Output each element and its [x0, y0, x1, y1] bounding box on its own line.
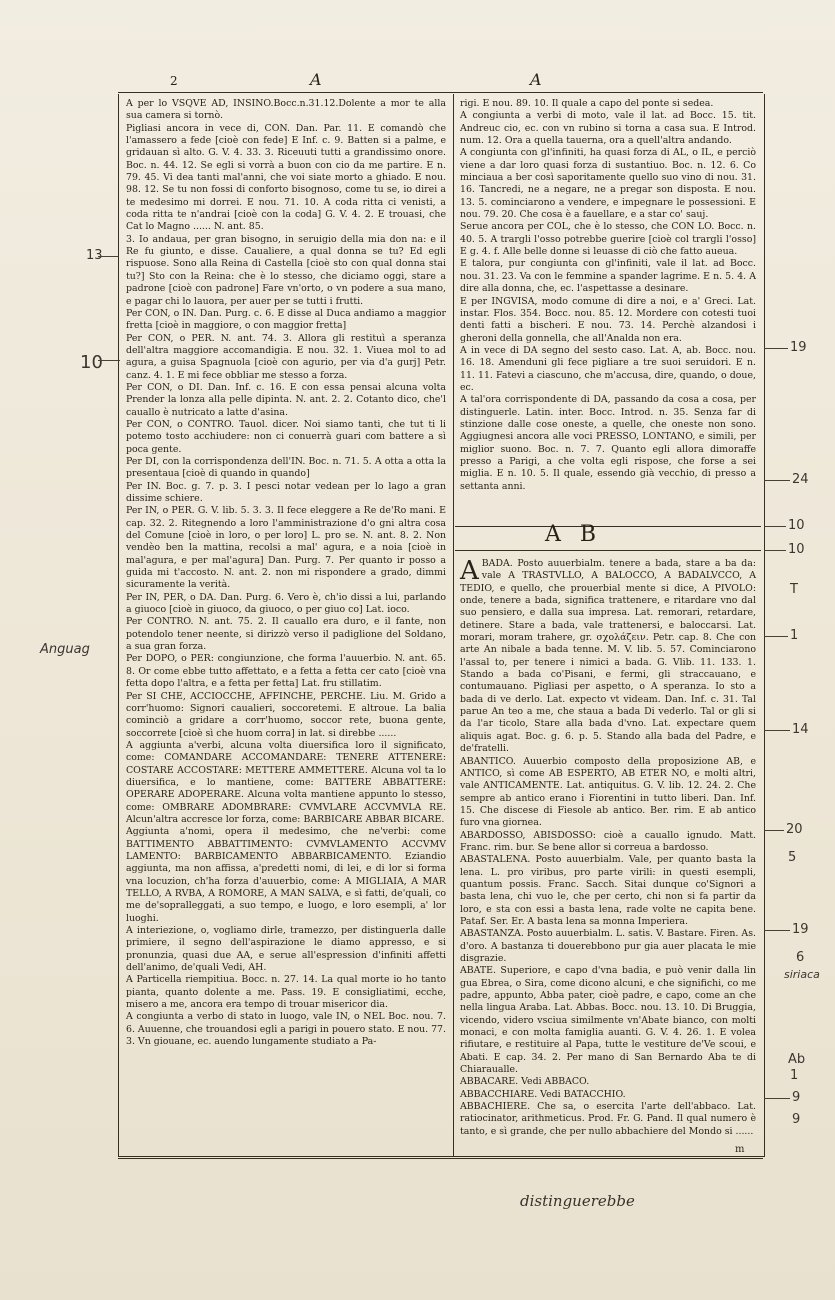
entry-paragraph: Per IN. Boc. g. 7. p. 3. I pesci notar vedean per lo lago a gran dissime schiere.: [126, 480, 446, 504]
entry-paragraph: Per IN, o PER. G. V. lib. 5. 3. 3. Il fece eleggere a Re de'Ro mani. E cap. 32. 2. Ritegnendo a loro l'amministrazione d'o gni altra cosa del Comune [cioè in loro, o per loro] L. pro se. N. ant. 8. 2. Non vendèo ben la mattina, recolsi a mal' agura, e a noia [cioè in mal'agura, e per mal'agura] Dan. Purg. 7. Per quanto ir posso a guida mi t'accosto. N. ant. 2. non mi rispondere a grado, dimmi sicuramente la verità.: [126, 505, 446, 591]
entry-paragraph: ABBACCHIARE. Vedi BATACCHIO.: [460, 1088, 626, 1100]
right-column-bottom: [460, 558, 756, 1138]
entry-paragraph: A per lo VSQVE AD, INSINO.Bocc.n.31.12.Dolente a mor te alla sua camera si tornò.: [126, 98, 446, 122]
entry-paragraph: Per CON, o CONTRO. Tauol. dicer. Noi siamo tanti, che tut ti li potemo tosto acchiudere: non ci conuerrà guari com battere a sì poca gente.: [126, 418, 446, 455]
entry-paragraph: ABATE. Superiore, e capo d'vna badia, e può venir dalla lin gua Ebrea, o Sira, come dicono alcuni, e che significhi, co me padre, appunto, Abba pater, cioè padre, e capo, come an che nella lingua Araba. Lat. Abbas. Bocc. nou. 13. 10. Di Bruggia, vicendo, videro vsciua similmente vn'Abate bianco, con molti monaci, e con molta famiglia auanti. G. V. 4. 26. 1. E volea rifiutare, e restituire al Papa, tutte le vestiture de'Ve scoui, e Abati. E cap. 34. 2. Per mano di San Bernardo Aba te di Chiaraualle.: [460, 965, 756, 1076]
margin-note-right-13: Ab: [788, 1052, 806, 1067]
margin-note-right-6: 1: [790, 628, 799, 643]
margin-note-right-1: 19: [790, 340, 807, 355]
entry-paragraph: ABBACHIERE. Che sa, o esercita l'arte dell'abbaco. Lat. ratiocinator, arithmeticus. Prod. Fr. G. Pand. Il qual numero è tanto, e sì grande, che per nullo abbachiere del Mondo si ......: [460, 1101, 756, 1137]
entry-paragraph: A tal'ora corrispondente di DA, passando da cosa a cosa, per distinguerle. Latin. inter. Bocc. Introd. n. 35. Senza far di stinzione dalle cose oneste, a quelle, che oneste non sono. Aggiugnesi ancora alle voci PRESSO, LONTANO, e simili, per miglior suono. Boc. n. 7. 7. Quanto egli allora dimoraffe presso a Parigi, a che volta egli rispose, che forse a sei miglia. E n. 10. 5. Il quale, essendo già vecchio, di presso a settanta anni.: [460, 394, 756, 492]
margin-tick: [764, 480, 790, 481]
entry-paragraph: Per DOPO, o PER: congiunzione, che forma l'auuerbio. N. ant. 65. 8. Or come ebbe tutto affettato, e a fetta a fetta cer cato [cioè vna fetta dopo l'altra, e a fetta per fetta] Lat. fru stillatim.: [126, 653, 446, 690]
margin-note-left-1: 13: [86, 248, 103, 263]
entry-paragraph: Pigliasi ancora in vece di, CON. Dan. Par. 11. E comandò che l'amassero a fede [cioè con fede] E Inf. c. 9. Batten si a palme, e gridauan sì alto. G. V. 4. 33. 3. Riceuuti tutti a grandissimo onore. Boc. n. 44. 12. Se egli si vorrà a buon con cio da me partire. E n. 79. 45. Vi dea tanti mal'anni, che voi siate morto a ghiado. E nou. 98. 12. Se tu non fossi di conforto bisognoso, come tu se, io direi a te medesimo mi dorrei. E nou. 71. 10. A coda ritta ci venisti, a coda ritta te n'andrai [cioè con la coda] G. V. 4. 2. E trouasi, che Cat lo Magno ...... N. ant. 85.: [126, 122, 446, 233]
margin-tick: [764, 830, 784, 831]
margin-tick: [764, 348, 788, 349]
entry-paragraph: Per CON, o PER. N. ant. 74. 3. Allora gli restituì a speranza dell'altra maggiore accomandigia. E nou. 32. 1. Viuea mol to ad agura, a guisa Spagnuola [cioè con agurio, per via d'a gurj] Petr. canz. 4. 1. E mi fece obbliar me stesso a forza.: [126, 332, 446, 381]
margin-note-right-12: siriaca: [784, 968, 820, 981]
margin-note-right-8: 20: [786, 822, 803, 837]
margin-tick: [764, 930, 790, 931]
handwritten-signature: distinguerebbe: [520, 1192, 635, 1210]
margin-note-right-3: 10: [788, 518, 805, 533]
entry-paragraph: 3. Io andaua, per gran bisogno, in seruigio della mia don na: e il Re fu giunto, e disse. Caualiere, a qual donna se tu? Ed egli rispuose. Sono alla Reina di Castella [cioè sto con qual donna stai tu?] Sto con la Reina: che è lo stesso, che diciamo oggi, stare a padrone [cioè con padrone] Fare vn'orto, o vn podere a sua mano, e pagar chi lo lauora, per auer per se tutti i frutti.: [126, 233, 446, 307]
margin-note-right-10: 19: [792, 922, 809, 937]
entry-paragraph: ABADA. Posto auuerbialm. tenere a bada, stare a ba da: vale A TRASTVLLO, A BALOCCO, A BADALVCCO, A TEDIO, e quello, che prouerbial mente si dice, A PIVOLO: onde, tenere a bada, significa trattenere, e ritardare vno dal suo pensiero, e dalla sua impresa. Lat. remorari, retardare, detinere. Stare a bada, vale trattenersi, e baloccarsi. Lat. morari, moram trahere, gr. σχολάζειν. Petr. cap. 8. Che con arte An nibale a bada tenne. M. V. lib. 5. 57. Cominciarono l'assal to, per tenere i nimici a bada. G. Vlib. 11. 133. 1. Stando a bada co'Pisani, e fermi, gli straccauano, e contumauano. Pigliasi per aspetto, o A speranza. Io sto a bada di ve derlo. Lat. expecto vt videam. Dan. Inf. c. 31. Tal parue An teo a me, che staua a bada Di vederlo. Tal or gli si da l'ar ticolo, Stare alla bada d'vno. Lat. expectare quem aliquis agat. Boc. g. 6. p. 5. Stando alla bada del Padre, e de'fratelli.: [460, 556, 756, 755]
section-heading: [455, 512, 761, 556]
page-number: 2: [170, 74, 178, 88]
entry-paragraph: ABANTICO. Auuerbio composto della proposizione AB, e ANTICO, sì come AB ESPERTO, AB ETER NO, e molti altri, vale ANTICAMENTE. Lat. antiquitus. G. V. lib. 12. 24. 2. Che sempre ab antico erano i Fiorentini in tutto liberi. Dan. Inf. 15. Che discese di Fiesole ab antico. Ber. rim. E ab antico furo vna giornea.: [460, 755, 756, 829]
margin-note-left-3: Anguag: [40, 642, 90, 657]
entry-paragraph: Per DI, con la corrispondenza dell'IN. Boc. n. 71. 5. A otta a otta la presentaua [cioè di quando in quando]: [126, 455, 446, 480]
section-title: A B: [545, 522, 603, 547]
entry-paragraph: A congiunta a verbo di stato in luogo, vale IN, o NEL Boc. nou. 7. 6. Auuenne, che trouandosi egli a parigi in pouero stato. E nou. 77. 3. Vn giouane, ec. auendo lungamente studiato a Pa-: [126, 1011, 446, 1048]
margin-note-left-2: 10: [80, 352, 103, 373]
margin-tick: [764, 550, 786, 551]
column-rule: [453, 94, 454, 1156]
entry-paragraph: A aggiunta a'verbi, alcuna volta diuersifica loro il significato, come: COMANDARE ACCOMANDARE: TENERE ATTENERE: COSTARE ACCOSTARE: METTERE AMMETTERE. Alcuna vol ta lo diuersifica, e lo mantiene, come: BATTERE ABBATTERE: OPERARE ADOPERARE. Alcuna volta mantiene appunto lo stesso, come: OMBRARE ADOMBRARE: CVMVLARE ACCVMVLA RE. Alcun'altra accresce lor forza, come: BARBICARE ABBAR BICARE.: [126, 739, 446, 825]
running-head-left: A: [310, 70, 322, 89]
margin-tick: [764, 730, 790, 731]
running-head-right: A: [530, 70, 542, 89]
margin-tick: [764, 1098, 790, 1099]
entry-paragraph: rigi. E nou. 89. 10. Il quale a capo del ponte si sedea.: [460, 98, 714, 109]
entry-paragraph: Per CONTRO. N. ant. 75. 2. Il cauallo era duro, e il fante, non potendolo tener neente, si dirizzò verso il padiglione del Soldano, a sua gran forza.: [126, 616, 446, 653]
entry-paragraph: Aggiunta a'nomi, opera il medesimo, che ne'verbi: come BATTIMENTO ABBATTIMENTO: CVMVLAMENTO ACCVMV LAMENTO: BARBICAMENTO ABBARBICAMENTO. Eziandio aggiunta, ma non affissa, a'predetti nomi, di lei, e di lor si forma vna locuzion, ch'ha forza d'auuerbio, come: A MIGLIAIA, A MAR TELLO, A RVBA, A ROMORE, A MAN SALVA, e sì fatti, de'quali, co me de'sopralleggati, a suo tempo, e luogo, e loro esempli, a' lor luoghi.: [126, 826, 446, 924]
margin-note-right-15: 9: [792, 1090, 801, 1105]
entry-paragraph: ABASTALENA. Posto auuerbialm. Vale, per quanto basta la lena. L. pro viribus, pro parte virili: in questi esempli, quantum possis. Franc. Sacch. Sitai dunque co'Signori a basta lena, chi vuo le, che per certo, chi non si fa partir da loro, e sta con essi a basta lena, rade volte ne capita bene. Pataf. Ser. Er. A basta lena sa monna Imperiera.: [460, 854, 756, 927]
entry-paragraph: E per INGVISA, modo comune di dire a noi, e a' Greci. Lat. instar. Flos. 354. Bocc. nou. 85. 12. Mordere con cotesti tuoi denti fatti a bischeri. E nou. 73. 14. Perchè alzandosi i gheroni della gonnella, che all'Analda non era.: [460, 295, 756, 344]
entry-paragraph: Serue ancora per COL, che è lo stesso, che CON LO. Bocc. n. 40. 5. A trargli l'osso potrebbe guerire [cioè col trargli l'osso] E g. 4. f. Alle belle donne si leuasse di ciò che fatto aueua.: [460, 221, 756, 258]
drop-cap: A: [460, 556, 479, 586]
section-rule-bottom: [455, 550, 761, 551]
catchword: m: [735, 1144, 745, 1155]
left-column: [126, 98, 446, 1048]
margin-note-right-16: 9: [792, 1112, 801, 1127]
page-header: [120, 72, 760, 92]
header-rule: [118, 92, 763, 93]
entry-paragraph: A in vece di DA segno del sesto caso. Lat. A, ab. Bocc. nou. 16. 18. Amenduni gli fece pigliare a tre suoi seruidori. E n. 11. 11. Fatevi a ciascuno, che m'accusa, dire, quando, o doue, ec.: [460, 344, 756, 393]
entry-paragraph: Per CON, o DI. Dan. Inf. c. 16. E con essa pensai alcuna volta Prender la lonza alla pelle dipinta. N. ant. 2. 2. Cotanto dico, che'l cauallo è nutricato a latte d'asina.: [126, 381, 446, 418]
margin-tick: [98, 256, 118, 257]
margin-note-right-9: 5: [788, 850, 797, 865]
entry-paragraph: A congiunta con gl'infiniti, ha quasi forza di AL, o IL, e perciò viene a dar loro quasi forza di sustantiuo. Boc. n. 12. 6. Co minciaua a ber così saporitamente quello suo vino di nou. 31. 16. Tancredi, ne a negare, ne a pregar son disposta. E nou. 13. 5. cominciarono a vendere, e impegnare le possessioni. E nou. 79. 20. Che cosa è a fauellare, e a star co' sauj.: [460, 147, 756, 221]
margin-note-right-2: 24: [792, 472, 809, 487]
right-column-top: [460, 98, 756, 493]
margin-note-right-11: 6: [796, 950, 805, 965]
entry-paragraph: A congiunta a verbi di moto, vale il lat. ad Bocc. 15. tit. Andreuc cio, ec. con vn rubino si torna a casa sua. E Introd. num. 12. Ora a quella tauerna, ora a quell'altra andando.: [460, 110, 756, 147]
margin-tick: [764, 526, 786, 527]
section-rule-top: [455, 526, 761, 527]
entry-paragraph: A interiezione, o, vogliamo dirle, tramezzo, per distinguerla dalle primiere, il segno dell'aspirazione le diamo appresso, e si pronunzia, quasi due AA, e serue all'espression d'infiniti affetti dell'animo, de'quali Vedi, AH.: [126, 925, 446, 974]
margin-note-right-5: T: [790, 582, 798, 597]
entry-paragraph: ABBACARE. Vedi ABBACO.: [460, 1076, 590, 1088]
entry-paragraph: Per IN, PER, o DA. Dan. Purg. 6. Vero è, ch'io dissi a lui, parlando a giuoco [cioè in giuoco, da giuoco, o per giuo co] Lat. ioco.: [126, 591, 446, 616]
margin-tick: [98, 360, 120, 361]
entry-paragraph: A Particella riempitiua. Bocc. n. 27. 14. La qual morte io ho tanto pianta, quanto dolente a me. Pass. 19. E consigliatimi, ecche, misero a me, ancora era tempo di trouar misericor dia.: [126, 974, 446, 1011]
margin-tick: [764, 636, 788, 637]
entry-paragraph: ABASTANZA. Posto auuerbialm. L. satis. V. Bastare. Firen. As. d'oro. A bastanza ti douerebbono pur gia auer placata le mie disgrazie.: [460, 928, 756, 964]
entry-paragraph: E talora, pur congiunta con gl'infiniti, vale il lat. ad Bocc. nou. 31. 23. Va con le femmine a spander lagrime. E n. 5. 4. A dire alla donna, che, ec. l'aspettasse a desinare.: [460, 258, 756, 295]
entry-paragraph: Per CON, o IN. Dan. Purg. c. 6. E disse al Duca andiamo a maggior fretta [cioè in maggiore, o con maggior fretta]: [126, 307, 446, 332]
entry-paragraph: ABARDOSSO, ABISDOSSO: cioè a cauallo ignudo. Matt. Franc. rim. bur. Se bene allor si correua a bardosso.: [460, 829, 756, 853]
margin-note-right-7: 14: [792, 722, 809, 737]
footer-rule: [118, 1158, 763, 1159]
entry-paragraph: Per SI CHE, ACCIOCCHE, AFFINCHE, PERCHE. Liu. M. Grido a corr'huomo: Signori caualieri, soccoretemi. E altroue. La balia cominciò a gridare a corr'huomo, soccor rete, buona gente, soccorrete [cioè sì che huom corra] in lat. si direbbe ......: [126, 690, 446, 739]
margin-note-right-4: 10: [788, 542, 805, 557]
margin-note-right-14: 1: [790, 1068, 799, 1083]
